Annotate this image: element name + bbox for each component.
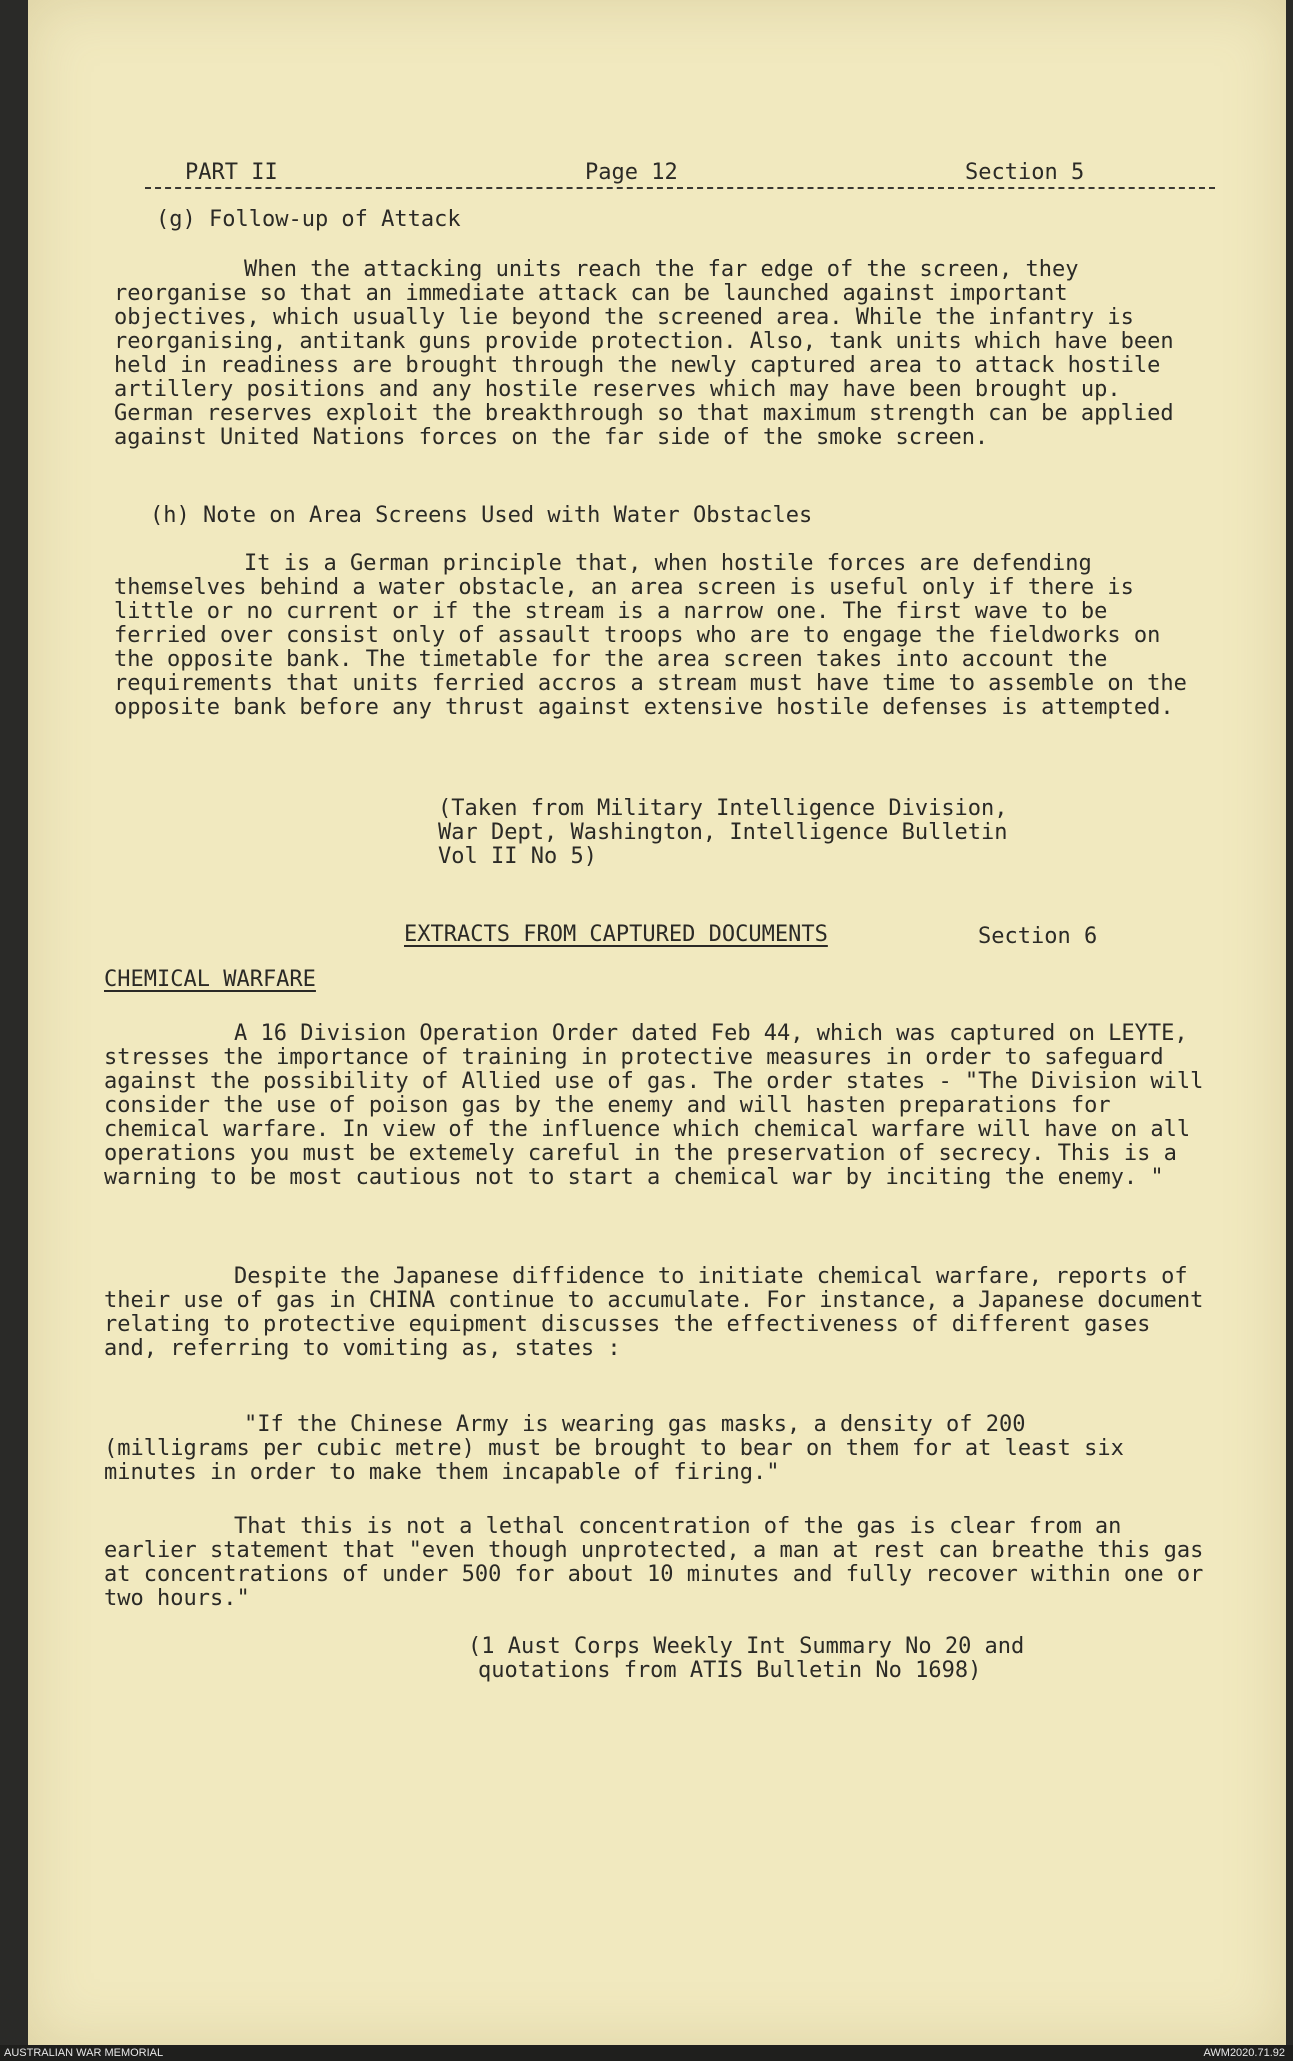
heading-extracts: EXTRACTS FROM CAPTURED DOCUMENTS xyxy=(404,922,828,947)
page-header xyxy=(145,157,1215,189)
paragraph-text: When the attacking units reach the far edge of the screen, they reorganise so that an immediate attack can be launched against important objectives, which usually lie beyond the screened area. While the infantry is reorganising, antitank guns provide protection. Also, tank units which have been held in readiness are brought through the newly captured area to attack hostile artillery positions and any hostile reserves which may have been brought up. German reserves exploit the breakthrough so that maximum strength can be applied against United Nations forces on the far side of the smoke screen. xyxy=(114,257,1174,450)
paragraph-operation-order xyxy=(104,1022,1204,1190)
paragraph-text: That this is not a lethal concentration of the gas is clear from an earlier statement that "even though unprotected, a man at rest can breathe this gas at concentrations of under 500 for about 10 minutes and fully recover within one or two hours." xyxy=(104,1514,1204,1611)
quote-text: "If the Chinese Army is wearing gas masks, a density of 200 (milligrams per cubic metre) must be brought to bear on them for at least six minutes in order to make them incapable of firing." xyxy=(104,1412,1124,1485)
quotation-gas-density xyxy=(104,1413,1154,1485)
header-part: PART II xyxy=(185,160,278,185)
paragraph-gas-reports xyxy=(104,1265,1204,1361)
citation-line: quotations from ATIS Bulletin No 1698) xyxy=(478,1658,982,1683)
footer-institution: AUSTRALIAN WAR MEMORIAL xyxy=(4,2047,164,2059)
header-page-number: Page 12 xyxy=(585,160,678,185)
paragraph-text: It is a German principle that, when hostile forces are defending themselves behind a water obstacle, an area screen is useful only if there is little or no current or if the stream is a narrow one. The first wave to be ferried over consist only of assault troops who are to engage the fieldworks on the opposite bank. The timetable for the area screen takes into account the requirements that units ferried accros a stream must have time to assemble on the opposite bank before any thrust against extensive hostile defenses is attempted. xyxy=(114,551,1187,720)
document-page xyxy=(28,0,1286,2045)
paragraph-lethal-concentration xyxy=(104,1515,1204,1611)
heading-follow-up: (g) Follow-up of Attack xyxy=(156,207,461,232)
citation-line: (Taken from Military Intelligence Division, xyxy=(438,796,1008,821)
paragraph-text: Despite the Japanese diffidence to initiate chemical warfare, reports of their use of gas in CHINA continue to accumulate. For instance, a Japanese document relating to protective equipment discusses the effectiveness of different gases and, referring to vomiting as, states : xyxy=(104,1264,1204,1361)
section-6-label: Section 6 xyxy=(978,924,1098,949)
header-section: Section 5 xyxy=(965,160,1085,185)
citation-line: War Dept, Washington, Intelligence Bulletin xyxy=(438,820,1008,845)
paragraph-area-screens xyxy=(114,552,1204,720)
heading-area-screens: (h) Note on Area Screens Used with Water Obstacles xyxy=(150,503,813,528)
paragraph-text: A 16 Division Operation Order dated Feb 44, which was captured on LEYTE, stresses the importance of training in protective measures in order to safeguard against the possibility of Allied use of gas. The order states - "The Division will consider the use of poison gas by the enemy and will hasten preparations for chemical warfare. In view of the influence which chemical warfare will have on all operations you must be extemely careful in the preservation of secrecy. This is a warning to be most cautious not to start a chemical war by inciting the enemy. " xyxy=(104,1021,1204,1190)
citation-atis-bulletin xyxy=(468,1635,1024,1683)
heading-chemical-warfare: CHEMICAL WARFARE xyxy=(104,967,316,992)
paragraph-follow-up xyxy=(114,258,1204,450)
footer-accession-number: AWM2020.71.92 xyxy=(1203,2047,1285,2059)
citation-line: Vol II No 5) xyxy=(438,844,597,869)
citation-line: (1 Aust Corps Weekly Int Summary No 20 and xyxy=(468,1634,1025,1659)
citation-intelligence-bulletin xyxy=(438,797,1008,869)
archive-footer xyxy=(0,2045,1293,2061)
